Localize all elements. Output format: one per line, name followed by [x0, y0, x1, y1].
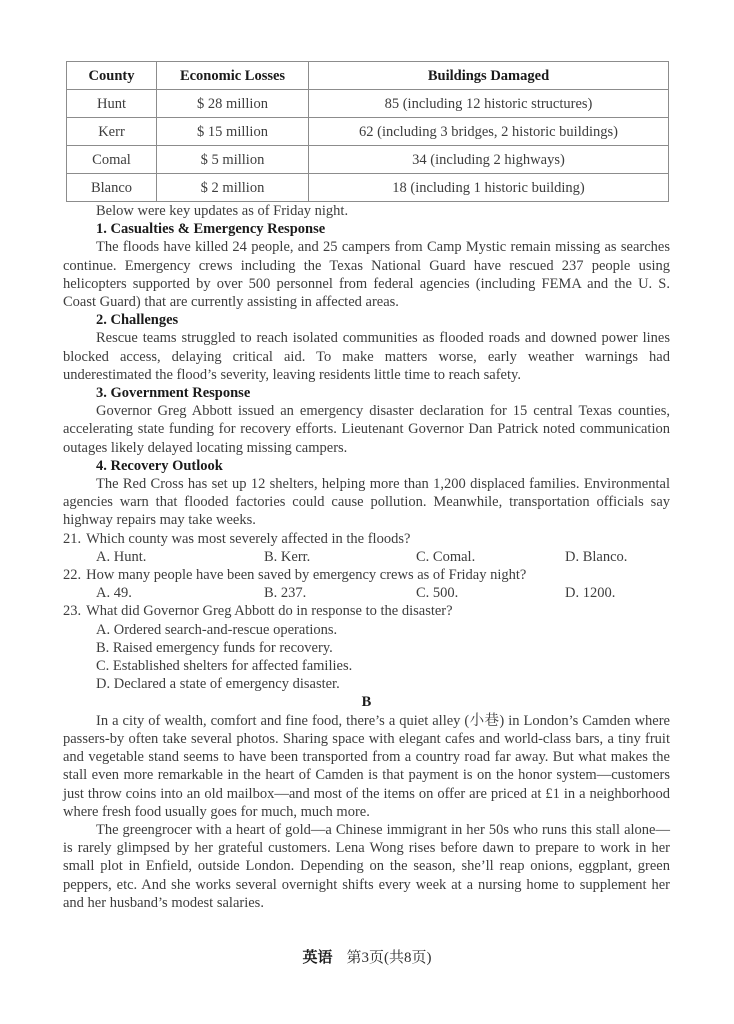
- question-23-stem: [63, 602, 670, 620]
- footer-subject: 英语: [302, 950, 333, 966]
- page-content: [63, 61, 670, 912]
- question-text: Which county was most severely affected in the floods?: [86, 530, 411, 547]
- question-22: [63, 566, 670, 602]
- table-row: [67, 146, 669, 174]
- question-21: [63, 530, 670, 566]
- passage-a-intro: Below were key updates as of Friday night.: [96, 203, 349, 219]
- cell-damage: 85 (including 12 historic structures): [309, 90, 669, 118]
- table-header-row: [67, 62, 669, 90]
- question-22-stem: [63, 566, 670, 584]
- question-22-options: [63, 584, 670, 602]
- section-heading-casualties: 1. Casualties & Emergency Response: [96, 221, 326, 238]
- option-d: D. 1200.: [565, 585, 616, 602]
- option-c: C. Established shelters for affected families.: [96, 658, 353, 675]
- cell-county: Comal: [67, 146, 157, 174]
- cell-county: Hunt: [67, 90, 157, 118]
- section-body-casualties: The floods have killed 24 people, and 25 campers from Camp Mystic remain missing as searches continue. Emergency crews including the Texas National Guard have rescued 237 people using helicopters supported by over 500 personnel from federal agencies (including FEMA and the U. S. Coast Guard) that are currently assisting in affected areas.: [63, 239, 670, 311]
- col-header-economic-losses: Economic Losses: [157, 62, 309, 90]
- cell-county: Kerr: [67, 118, 157, 146]
- footer-page-number: 第3页(共8页): [346, 950, 432, 966]
- question-23: [63, 602, 670, 693]
- question-number: 23.: [63, 603, 82, 620]
- cell-losses: $ 15 million: [157, 118, 309, 146]
- damage-table: [66, 61, 669, 202]
- cell-losses: $ 2 million: [157, 174, 309, 202]
- col-header-buildings-damaged: Buildings Damaged: [309, 62, 669, 90]
- passage-b-paragraph-2: The greengrocer with a heart of gold—a Chinese immigrant in her 50s who runs this stall alone—is rarely glimpsed by her grateful customers. Lena Wong rises before dawn to prepare to work in her small plot in Enfield, outside London. Depending on the season, she’ll reap onions, eggplant, green peppers, etc. And she works several overnight shifts every week at a nursing home to supplement her and her husband’s modest salaries.: [63, 821, 670, 911]
- section-body-government-response: Governor Greg Abbott issued an emergency disaster declaration for 15 central Texas counties, accelerating state funding for recovery efforts. Lieutenant Governor Dan Patrick noted communication outages likely delayed locating missing campers.: [63, 403, 670, 456]
- cell-damage: 18 (including 1 historic building): [309, 174, 669, 202]
- section-body-recovery-outlook: The Red Cross has set up 12 shelters, helping more than 1,200 displaced families. Environmental agencies warn that flooded factories could cause pollution. Meanwhile, transportation officials say highway repairs may take weeks.: [63, 476, 670, 529]
- section-heading-recovery-outlook: 4. Recovery Outlook: [96, 457, 223, 474]
- option-b: B. Kerr.: [264, 548, 311, 565]
- question-21-stem: [63, 530, 670, 548]
- option-a: A. 49.: [96, 585, 132, 602]
- question-number: 21.: [63, 530, 82, 547]
- option-b: B. Raised emergency funds for recovery.: [96, 639, 333, 656]
- section-body-challenges: Rescue teams struggled to reach isolated communities as flooded roads and downed power lines blocked access, delaying critical aid. To make matters worse, early weather warnings had underestimated the flood’s severity, leaving residents little time to reach safety.: [63, 330, 670, 383]
- passage-b-paragraph-1: In a city of wealth, comfort and fine food, there’s a quiet alley (小巷) in London’s Camden where passers-by often take several photos. Sharing space with elegant cafes and world-class bars, a tiny fruit and vegetable stand seems to have been transported from a country road far away. But what makes the stall even more remarkable in the heart of Camden is that payment is on the honor system—customers just throw coins into an old mailbox—and most of the items on offer are priced at £1 in a neighborhood where fresh food usually goes for much, much more.: [63, 712, 670, 820]
- passage-b-label: B: [361, 694, 372, 711]
- option-c: C. 500.: [416, 585, 459, 602]
- table-row: [67, 174, 669, 202]
- option-d: D. Declared a state of emergency disaster.: [96, 676, 340, 693]
- col-header-county: County: [67, 62, 157, 90]
- option-b: B. 237.: [264, 585, 307, 602]
- cell-losses: $ 5 million: [157, 146, 309, 174]
- cell-damage: 62 (including 3 bridges, 2 historic buildings): [309, 118, 669, 146]
- question-text: What did Governor Greg Abbott do in response to the disaster?: [86, 603, 453, 620]
- question-number: 22.: [63, 567, 82, 584]
- question-21-options: [63, 548, 670, 566]
- section-heading-government-response: 3. Government Response: [96, 385, 251, 402]
- cell-county: Blanco: [67, 174, 157, 202]
- table-row: [67, 118, 669, 146]
- cell-losses: $ 28 million: [157, 90, 309, 118]
- section-heading-challenges: 2. Challenges: [96, 312, 179, 329]
- cell-damage: 34 (including 2 highways): [309, 146, 669, 174]
- question-text: How many people have been saved by emergency crews as of Friday night?: [86, 567, 527, 584]
- option-a: A. Hunt.: [96, 548, 147, 565]
- option-a: A. Ordered search-and-rescue operations.: [96, 621, 338, 638]
- option-d: D. Blanco.: [565, 548, 628, 565]
- option-c: C. Comal.: [416, 548, 476, 565]
- table-row: [67, 90, 669, 118]
- page-footer: [0, 946, 734, 967]
